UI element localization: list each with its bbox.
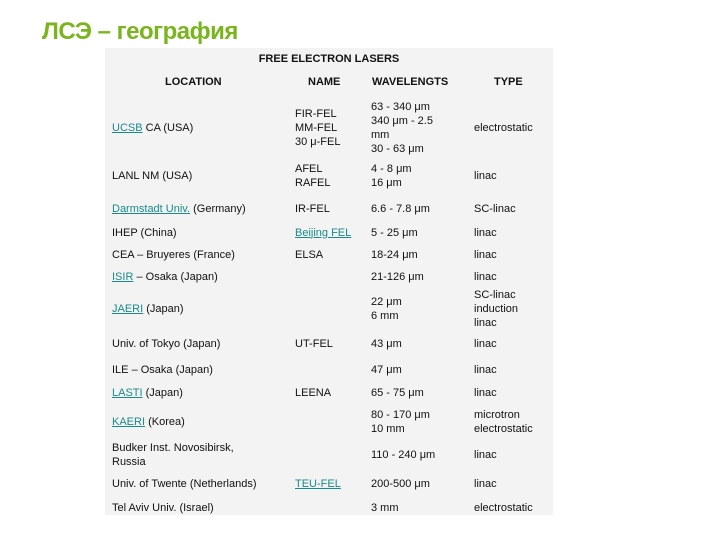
- type-cell: linac: [474, 338, 497, 350]
- name-cell: [295, 266, 371, 288]
- table-row: [105, 439, 553, 472]
- type-cell: SC-linac induction linac: [474, 288, 519, 329]
- wavelength-cell: 18-24 μm: [371, 248, 418, 261]
- location-link[interactable]: ISIR: [112, 270, 134, 283]
- table-row: [105, 330, 553, 359]
- wavelength-cell: 47 μm: [371, 363, 402, 376]
- name-cell: [295, 222, 371, 244]
- name-cell: UT-FEL: [295, 338, 333, 350]
- name-cell: LEENA: [295, 387, 332, 400]
- wavelength-cell: 80 - 170 μm 10 mm: [371, 409, 430, 436]
- header-type: TYPE: [494, 76, 523, 88]
- location-text: CA (USA): [142, 122, 194, 134]
- fel-table: [105, 100, 553, 519]
- name-cell: FIR-FEL MM-FEL 30 μ-FEL: [295, 108, 341, 148]
- location-cell: [105, 406, 295, 439]
- type-cell: linac: [474, 448, 497, 461]
- type-cell: electrostatic: [474, 122, 533, 134]
- wavelength-cell: 3 mm: [371, 501, 399, 514]
- name-cell: [295, 406, 371, 439]
- wavelength-cell: 63 - 340 μm 340 μm - 2.5 mm 30 - 63 μm: [371, 101, 433, 155]
- type-cell: linac: [474, 477, 497, 490]
- name-cell: [295, 288, 371, 330]
- wavelength-cell: 110 - 240 μm: [371, 448, 436, 461]
- name-cell: [295, 497, 371, 519]
- name-link[interactable]: Beijing FEL: [295, 226, 352, 239]
- wavelength-cell: 4 - 8 μm 16 μm: [371, 163, 412, 189]
- table-row: [105, 222, 553, 244]
- table-row: [105, 156, 553, 196]
- location-cell: [105, 359, 295, 381]
- table-row: [105, 359, 553, 381]
- location-link[interactable]: KAERI: [112, 416, 146, 429]
- wavelength-cell: 21-126 μm: [371, 270, 424, 283]
- type-cell: linac: [474, 363, 497, 376]
- table-row: [105, 244, 553, 266]
- location-text: Tel Aviv Univ. (Israel): [112, 501, 214, 514]
- location-text: (Japan): [142, 387, 183, 400]
- location-text: (Japan): [143, 302, 184, 315]
- location-text: Budker Inst. Novosibirsk, Russia: [112, 441, 234, 468]
- header-location: LOCATION: [165, 76, 222, 88]
- wavelength-cell: 43 μm: [371, 338, 402, 350]
- type-cell: linac: [474, 226, 497, 239]
- name-cell: ELSA: [295, 248, 324, 261]
- location-text: CEA – Bruyeres (France): [112, 248, 235, 261]
- type-cell: linac: [474, 248, 497, 261]
- location-link[interactable]: Darmstadt Univ.: [112, 202, 191, 215]
- name-cell: [295, 471, 371, 497]
- name-cell: [295, 439, 371, 472]
- type-cell: linac: [474, 170, 497, 182]
- table-row: [105, 266, 553, 288]
- table-row: [105, 497, 553, 519]
- type-cell: linac: [474, 387, 497, 400]
- location-cell: [105, 222, 295, 244]
- location-text: – Osaka (Japan): [133, 270, 218, 283]
- table-row: [105, 406, 553, 439]
- name-cell: [295, 359, 371, 381]
- wavelength-cell: 5 - 25 μm: [371, 226, 418, 239]
- location-cell: [105, 266, 295, 288]
- location-cell: [105, 497, 295, 519]
- location-text: IHEP (China): [112, 226, 177, 239]
- name-cell: IR-FEL: [295, 202, 330, 215]
- table-row: [105, 100, 553, 156]
- fel-table-panel: [105, 48, 553, 515]
- location-link[interactable]: LASTI: [112, 387, 143, 400]
- slide-title: ЛСЭ – география: [42, 18, 238, 45]
- location-cell: [105, 100, 295, 156]
- table-title: FREE ELECTRON LASERS: [258, 53, 400, 65]
- location-link[interactable]: JAERI: [112, 302, 144, 315]
- location-text: (Korea): [145, 416, 185, 429]
- type-cell: microtron electrostatic: [474, 409, 533, 436]
- location-text: ILE – Osaka (Japan): [112, 363, 213, 376]
- type-cell: electrostatic: [474, 501, 533, 514]
- type-cell: SC-linac: [474, 202, 516, 215]
- wavelength-cell: 200-500 μm: [371, 477, 430, 490]
- location-text: (Germany): [190, 202, 246, 215]
- location-cell: [105, 196, 295, 222]
- location-cell: [105, 330, 295, 359]
- header-name: NAME: [308, 76, 341, 88]
- location-cell: [105, 471, 295, 497]
- name-link[interactable]: TEU-FEL: [295, 477, 341, 490]
- location-text: Univ. of Twente (Netherlands): [112, 477, 257, 490]
- location-cell: [105, 156, 295, 196]
- location-cell: [105, 439, 295, 472]
- location-text: Univ. of Tokyo (Japan): [112, 338, 221, 350]
- table-row: [105, 381, 553, 407]
- location-cell: [105, 244, 295, 266]
- wavelength-cell: 65 - 75 μm: [371, 387, 424, 400]
- location-text: LANL NM (USA): [112, 170, 193, 182]
- name-cell: AFEL RAFEL: [295, 163, 331, 189]
- table-row: [105, 196, 553, 222]
- type-cell: linac: [474, 270, 497, 283]
- location-cell: [105, 381, 295, 407]
- wavelength-cell: 22 μm 6 mm: [371, 295, 402, 322]
- header-wavelengths: WAVELENGTS: [372, 76, 449, 88]
- table-row: [105, 288, 553, 330]
- location-link[interactable]: UCSB: [112, 122, 143, 134]
- table-row: [105, 471, 553, 497]
- location-cell: [105, 288, 295, 330]
- wavelength-cell: 6.6 - 7.8 μm: [371, 202, 430, 215]
